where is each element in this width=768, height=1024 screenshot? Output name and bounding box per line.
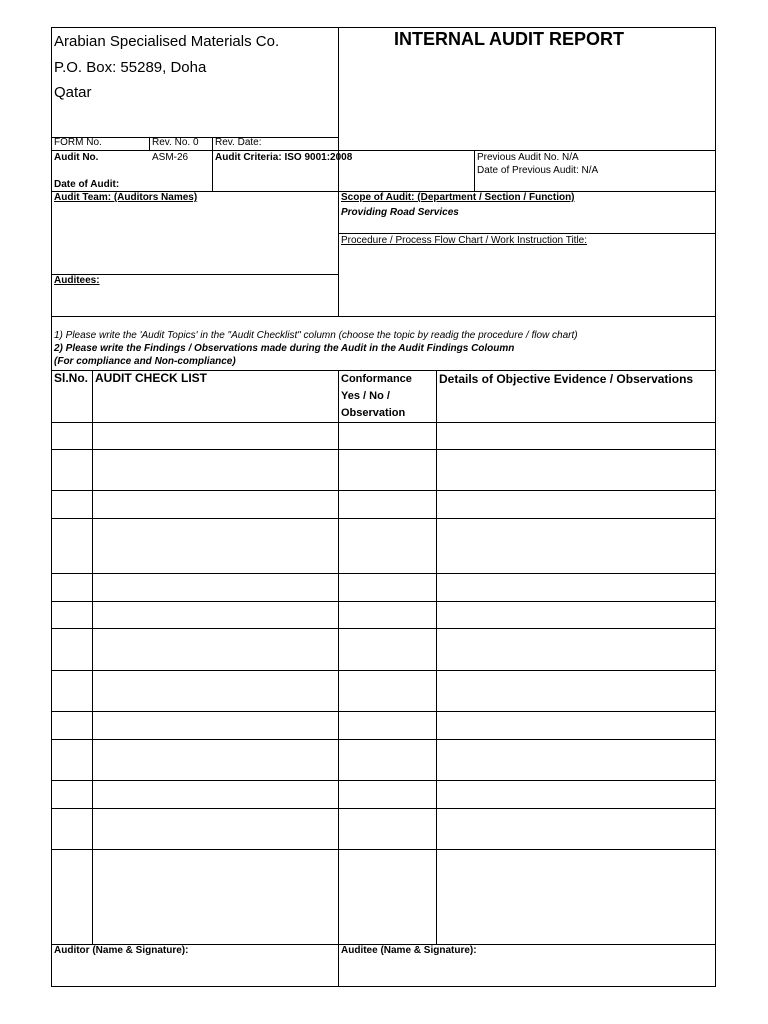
form-meta-divider-2 bbox=[212, 137, 213, 191]
table-row-divider bbox=[51, 808, 716, 809]
procedure-label: Procedure / Process Flow Chart / Work Instruction Title: bbox=[341, 235, 588, 246]
auditor-signature-label: Auditor (Name & Signature): bbox=[54, 945, 189, 956]
rev-no-label: Rev. No. 0 bbox=[152, 137, 199, 148]
scope-value: Providing Road Services bbox=[341, 207, 459, 218]
col-header-details: Details of Objective Evidence / Observations bbox=[439, 372, 694, 386]
table-row-divider bbox=[51, 573, 716, 574]
col-divider-checklist bbox=[338, 370, 339, 987]
header-divider bbox=[338, 27, 339, 191]
form-meta-bottom-line bbox=[51, 150, 716, 151]
procedure-top-line bbox=[338, 233, 716, 234]
company-address-line1: P.O. Box: 55289, Doha bbox=[54, 59, 207, 76]
instruction-line-2: 2) Please write the Findings / Observations made during the Audit in the Audit Findings Coloumn bbox=[54, 343, 515, 354]
form-outer-border bbox=[51, 27, 716, 987]
table-header-bottom-line bbox=[51, 422, 716, 423]
col-divider-sl bbox=[92, 370, 93, 944]
audit-team-label: Audit Team: (Auditors Names) bbox=[54, 192, 198, 203]
table-row-divider bbox=[51, 628, 716, 629]
previous-audit-date: Date of Previous Audit: N/A bbox=[477, 165, 599, 176]
team-scope-divider bbox=[338, 191, 339, 316]
table-row-divider bbox=[51, 849, 716, 850]
company-name: Arabian Specialised Materials Co. bbox=[54, 33, 280, 50]
instruction-line-1: 1) Please write the 'Audit Topics' in the "Audit Checklist" column (choose the topic by readig the procedure / flow chart) bbox=[54, 330, 578, 341]
table-row-divider bbox=[51, 601, 716, 602]
audit-criteria: Audit Criteria: ISO 9001:2008 bbox=[215, 152, 353, 163]
team-section-bottom-line bbox=[51, 316, 716, 317]
date-of-audit-label: Date of Audit: bbox=[54, 179, 120, 190]
company-address-line2: Qatar bbox=[54, 84, 92, 101]
table-row-divider bbox=[51, 670, 716, 671]
table-row-divider bbox=[51, 739, 716, 740]
previous-audit-divider bbox=[474, 150, 475, 191]
col-header-audit-checklist: AUDIT CHECK LIST bbox=[95, 371, 207, 385]
report-title: INTERNAL AUDIT REPORT bbox=[394, 29, 625, 49]
col-header-conformance: Conformance Yes / No / Observation bbox=[341, 373, 412, 419]
instruction-line-3: (For compliance and Non-compliance) bbox=[54, 356, 236, 367]
table-row-divider bbox=[51, 711, 716, 712]
table-row-divider bbox=[51, 490, 716, 491]
col-header-sl-no: Sl.No. bbox=[54, 371, 89, 385]
audit-no-value: ASM-26 bbox=[152, 152, 189, 163]
auditees-label: Auditees: bbox=[54, 275, 100, 286]
form-no-label: FORM No. bbox=[54, 137, 102, 148]
rev-date-label: Rev. Date: bbox=[215, 137, 262, 148]
previous-audit-no: Previous Audit No. N/A bbox=[477, 152, 579, 163]
auditee-signature-label: Auditee (Name & Signature): bbox=[341, 945, 477, 956]
table-row-divider bbox=[51, 780, 716, 781]
form-meta-divider-1 bbox=[149, 137, 150, 150]
audit-no-label: Audit No. bbox=[54, 152, 99, 163]
table-row-divider bbox=[51, 449, 716, 450]
col-divider-conformance bbox=[436, 370, 437, 944]
table-row-divider bbox=[51, 518, 716, 519]
scope-label: Scope of Audit: (Department / Section / Function) bbox=[341, 192, 575, 203]
